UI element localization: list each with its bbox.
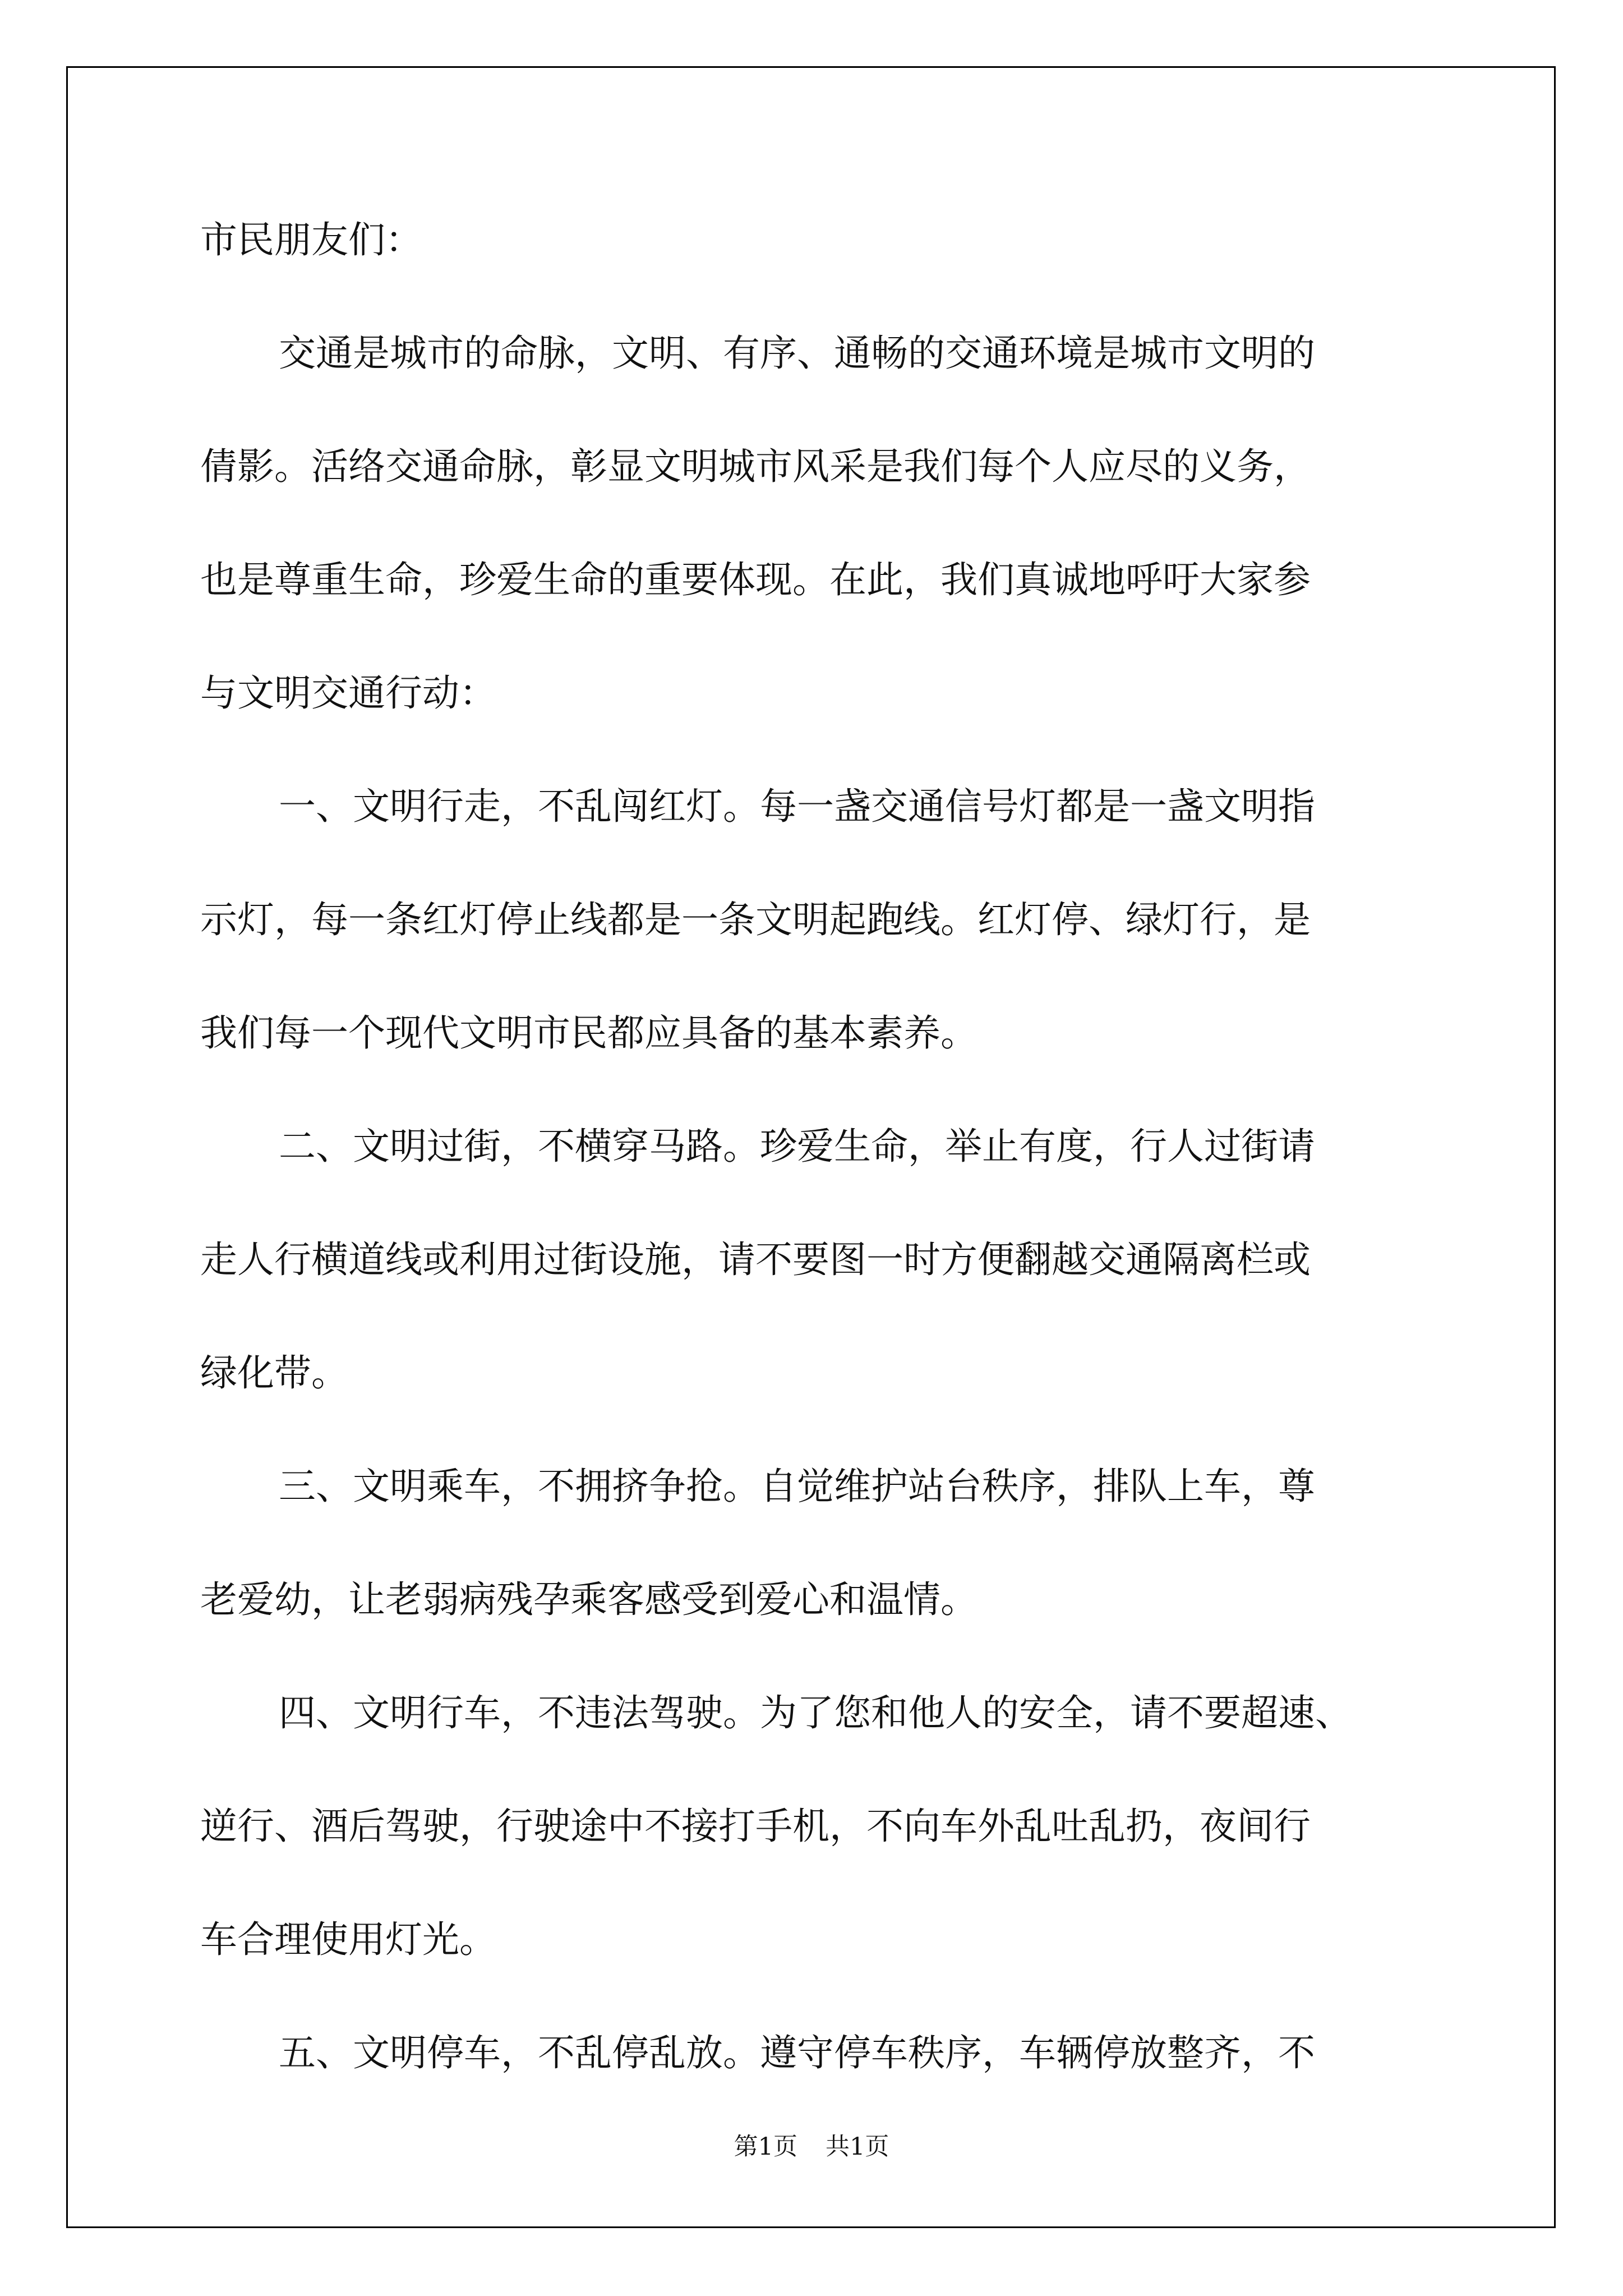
paragraph-line: 倩影。活络交通命脉，彰显文明城市风采是我们每个人应尽的义务，: [200, 445, 1311, 488]
salutation-line: 市民朋友们：: [200, 218, 422, 261]
total-page-count: 共1页: [826, 2133, 889, 2161]
paragraph-line: 也是尊重生命，珍爱生命的重要体现。在此，我们真诚地呼吁大家参: [200, 558, 1311, 601]
paragraph-line: 绿化带。: [200, 1351, 348, 1395]
paragraph-line: 车合理使用灯光。: [200, 1918, 496, 1961]
paragraph-line: 走人行横道线或利用过街设施，请不要图一时方便翻越交通隔离栏或: [200, 1238, 1311, 1281]
paragraph-line: 老爱幼，让老弱病残孕乘客感受到爱心和温情。: [200, 1578, 978, 1621]
paragraph-line: 三、文明乘车，不拥挤争抢。自觉维护站台秩序，排队上车，尊: [279, 1465, 1315, 1508]
page-footer: [0, 2135, 1623, 2159]
paragraph-line: 二、文明过街，不横穿马路。珍爱生命，举止有度，行人过街请: [279, 1125, 1315, 1168]
paragraph-line: 交通是城市的命脉，文明、有序、通畅的交通环境是城市文明的: [279, 332, 1315, 375]
paragraph-line: 五、文明停车，不乱停乱放。遵守停车秩序，车辆停放整齐，不: [279, 2031, 1315, 2074]
paragraph-line: 示灯，每一条红灯停止线都是一条文明起跑线。红灯停、绿灯行，是: [200, 898, 1311, 941]
paragraph-line: 我们每一个现代文明市民都应具备的基本素养。: [200, 1011, 978, 1055]
current-page-number: 第1页: [734, 2133, 797, 2161]
paragraph-line: 四、文明行车，不违法驾驶。为了您和他人的安全，请不要超速、: [279, 1691, 1352, 1734]
document-body: [200, 218, 1428, 2148]
paragraph-line: 一、文明行走，不乱闯红灯。每一盏交通信号灯都是一盏文明指: [279, 785, 1315, 828]
paragraph-line: 与文明交通行动：: [200, 671, 496, 715]
paragraph-line: 逆行、酒后驾驶，行驶途中不接打手机，不向车外乱吐乱扔，夜间行: [200, 1805, 1311, 1848]
